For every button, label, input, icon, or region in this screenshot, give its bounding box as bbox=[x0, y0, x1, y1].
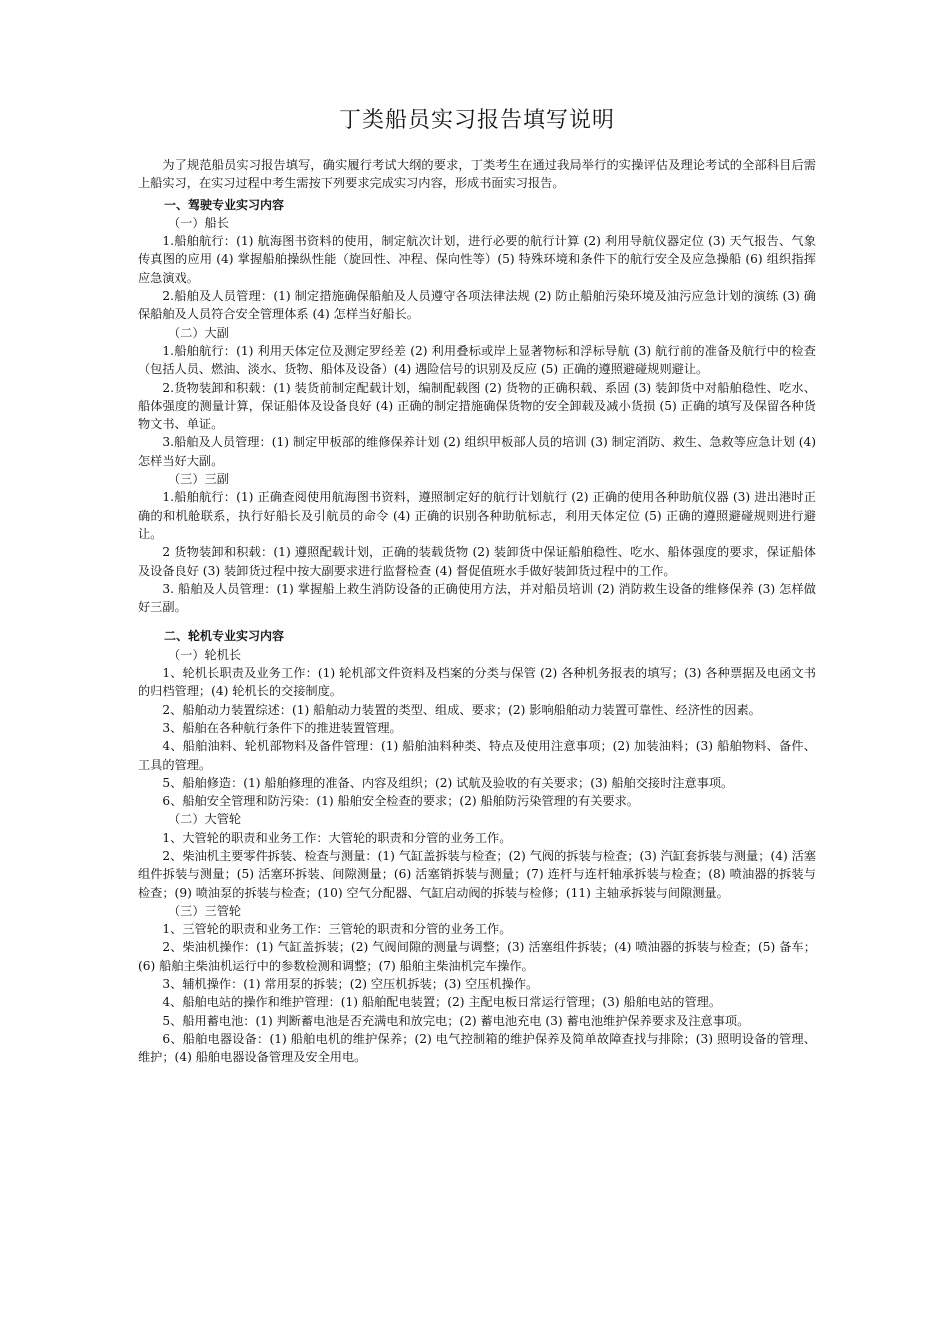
list-item: 2.货物装卸和积载：(1) 装货前制定配载计划，编制配载图 (2) 货物的正确积载、系固 (3) 装卸货中对船舶稳性、吃水、船体强度的测量计算，保证船体及设备良好 (4) 正确的制定措施确保货物的安全卸载及减小货损 (5) 正确的填写及保留各种货物文书、单证。 bbox=[138, 380, 816, 432]
subsection-chief-officer: （二）大副 bbox=[168, 325, 229, 340]
list-item: 5、船舶修造：(1) 船舶修理的准备、内容及组织；(2) 试航及验收的有关要求；(3) 船舶交接时注意事项。 bbox=[162, 775, 734, 790]
section-heading-engineering: 二、轮机专业实习内容 bbox=[164, 629, 285, 644]
intro-paragraph: 为了规范船员实习报告填写，确实履行考试大纲的要求，丁类考生在通过我局举行的实操评估及理论考试的全部科目后需上船实习，在实习过程中考生需按下列要求完成实习内容，形成书面实习报告。 bbox=[138, 158, 816, 191]
list-item: 2、船舶动力装置综述：(1) 船舶动力装置的类型、组成、要求；(2) 影响船舶动力装置可靠性、经济性的因素。 bbox=[162, 702, 761, 717]
list-item: 1、三管轮的职责和业务工作：三管轮的职责和分管的业务工作。 bbox=[162, 922, 512, 937]
list-item: 2、柴油机主要零件拆装、检查与测量：(1) 气缸盖拆装与检查；(2) 气阀的拆装与检查；(3) 汽缸套拆装与测量；(4) 活塞组件拆装与测量；(5) 活塞环拆装、间隙测量；(6) 活塞销拆装与测量；(7) 连杆与连杆轴承拆装与检查；(8) 喷油器的拆装与检查；(9) 喷油泵的拆装与检查；(10) 空气分配器、气缸启动阀的拆装与检修；(11) 主轴承拆装与间隙测量。 bbox=[138, 848, 816, 900]
subsection-second-engineer: （二）大管轮 bbox=[168, 812, 242, 827]
list-item: 1.船舶航行：(1) 正确查阅使用航海图书资料，遵照制定好的航行计划航行 (2) 正确的使用各种助航仪器 (3) 进出港时正确的和机舱联系，执行好船长及引航员的命令 (4) 正确的识别各种助航标志，利用天体定位 (5) 正确的遵照避碰规则进行避让。 bbox=[138, 490, 816, 541]
list-item: 1、轮机长职责及业务工作：(1) 轮机部文件资料及档案的分类与保管 (2) 各种机务报表的填写；(3) 各种票据及电函文书的归档管理；(4) 轮机长的交接制度。 bbox=[138, 666, 816, 699]
list-item: 2 货物装卸和积载：(1) 遵照配载计划，正确的装载货物 (2) 装卸货中保证船舶稳性、吃水、船体强度的要求，保证船体及设备良好 (3) 装卸货过程中按大副要求进行监督检查 (4) 督促值班水手做好装卸货过程中的工作。 bbox=[138, 545, 816, 578]
list-item: 1.船舶航行：(1) 利用天体定位及测定罗经差 (2) 利用叠标或岸上显著物标和浮标导航 (3) 航行前的准备及航行中的检查（包括人员、燃油、淡水、货物、船体及设备）(4) 遇险信号的识别及反应 (5) 正确的遵照避碰规则避让。 bbox=[138, 343, 816, 377]
list-item: 3、辅机操作：(1) 常用泵的拆装；(2) 空压机拆装；(3) 空压机操作。 bbox=[162, 977, 539, 992]
subsection-third-engineer: （三）三管轮 bbox=[168, 903, 242, 918]
list-item: 1、大管轮的职责和业务工作：大管轮的职责和分管的业务工作。 bbox=[162, 830, 512, 845]
list-item: 5、船用蓄电池：(1) 判断蓄电池是否充满电和放完电；(2) 蓄电池充电 (3) 蓄电池维护保养要求及注意事项。 bbox=[162, 1013, 750, 1028]
section-heading-navigation: 一、驾驶专业实习内容 bbox=[164, 197, 285, 212]
list-item: 3.船舶及人员管理：(1) 制定甲板部的维修保养计划 (2) 组织甲板部人员的培训 (3) 制定消防、救生、急救等应急计划 (4) 怎样当好大副。 bbox=[138, 435, 816, 468]
list-item: 4、船舶电站的操作和维护管理：(1) 船舶配电装置；(2) 主配电板日常运行管理；(3) 船舶电站的管理。 bbox=[162, 995, 722, 1010]
list-item: 6、船舶电器设备：(1) 船舶电机的维护保养；(2) 电气控制箱的维护保养及简单故障查找与排除；(3) 照明设备的管理、维护；(4) 船舶电器设备管理及安全用电。 bbox=[138, 1031, 816, 1065]
list-item: 1.船舶航行：(1) 航海图书资料的使用，制定航次计划，进行必要的航行计算 (2) 利用导航仪器定位 (3) 天气报告、气象传真图的应用 (4) 掌握船舶操纵性能（旋回性、冲程、保向性等）(5) 特殊环境和条件下的航行安全及应急操船 (6) 组织指挥应急演戏。 bbox=[138, 234, 816, 285]
list-item: 2、柴油机操作：(1) 气缸盖拆装；(2) 气阀间隙的测量与调整；(3) 活塞组件拆装；(4) 喷油器的拆装与检查；(5) 备车；(6) 船舶主柴油机运行中的参数检测和调整；(7) 船舶主柴油机完车操作。 bbox=[138, 940, 816, 973]
subsection-captain: （一）船长 bbox=[168, 215, 229, 230]
list-item: 3、船舶在各种航行条件下的推进装置管理。 bbox=[162, 720, 402, 735]
page-title: 丁类船员实习报告填写说明 bbox=[338, 108, 615, 133]
subsection-third-officer: （三）三副 bbox=[168, 472, 229, 487]
subsection-chief-engineer: （一）轮机长 bbox=[168, 647, 242, 662]
section-spacer bbox=[138, 616, 816, 624]
document-body bbox=[138, 156, 816, 1067]
list-item: 3. 船舶及人员管理：(1) 掌握船上救生消防设备的正确使用方法，并对船员培训 (2) 消防救生设备的维修保养 (3) 怎样做好三副。 bbox=[138, 581, 816, 615]
list-item: 6、船舶安全管理和防污染：(1) 船舶安全检查的要求；(2) 船舶防污染管理的有关要求。 bbox=[162, 794, 639, 809]
list-item: 4、船舶油料、轮机部物料及备件管理：(1) 船舶油料种类、特点及使用注意事项；(2) 加装油料；(3) 船舶物料、备件、工具的管理。 bbox=[138, 739, 816, 772]
list-item: 2.船舶及人员管理：(1) 制定措施确保船舶及人员遵守各项法律法规 (2) 防止船舶污染环境及油污应急计划的演练 (3) 确保船舶及人员符合安全管理体系 (4) 怎样当好船长。 bbox=[138, 289, 816, 322]
